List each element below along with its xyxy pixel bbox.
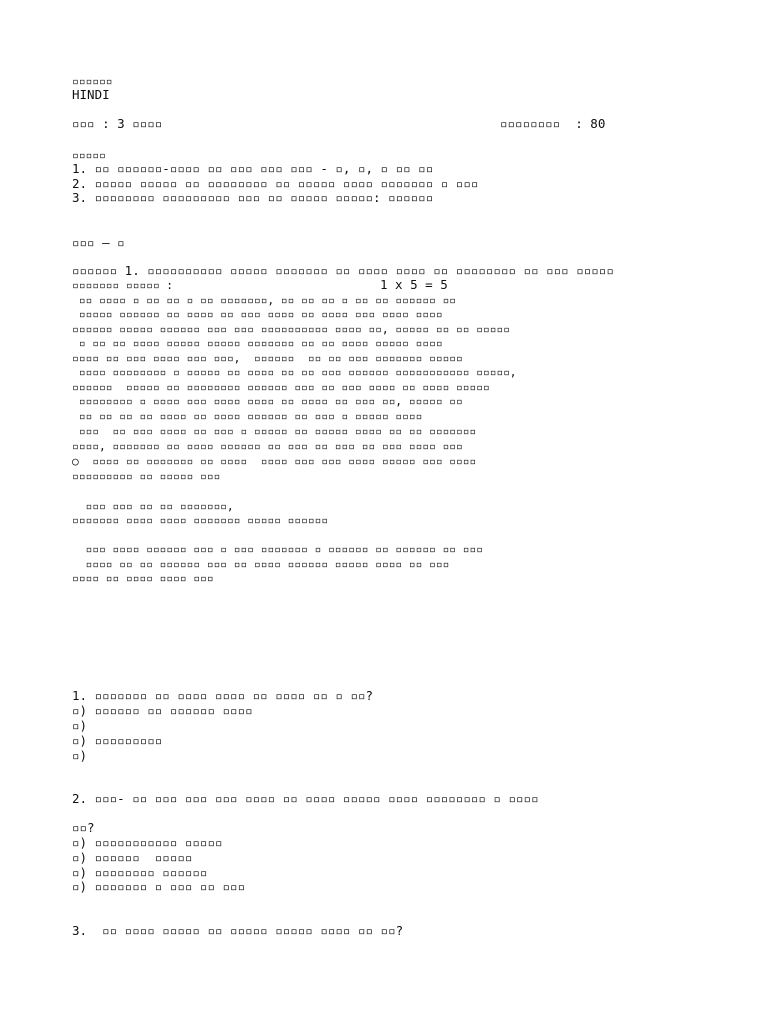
question-1-option: ▫)	[72, 718, 88, 733]
passage-line: ▫▫▫▫▫▫ ▫▫▫▫▫ ▫▫▫▫▫▫ ▫▫▫ ▫▫▫ ▫▫▫▫▫▫▫▫▫▫ ▫▫▫▫ ▫▫, ▫▫▫▫▫ ▫▫ ▫▫ ▫▫▫▫▫	[72, 323, 510, 336]
instruction-item: 2. ▫▫▫▫▫ ▫▫▫▫▫ ▫▫ ▫▫▫▫▫▫▫▫ ▫▫ ▫▫▫▫▫ ▫▫▫▫ ▫▫▫▫▫▫▫ ▫ ▫▫▫	[72, 176, 479, 191]
section-title: ▫▫▫ – ▫	[72, 235, 125, 250]
passage-line: ▫▫ ▫▫ ▫▫ ▫▫ ▫▫▫▫ ▫▫ ▫▫▫▫ ▫▫▫▫▫▫ ▫▫ ▫▫▫ ▫ ▫▫▫▫▫ ▫▫▫▫	[72, 410, 423, 423]
subject-heading: HINDI	[72, 87, 110, 102]
question-2-option: ▫) ▫▫▫▫▫▫ ▫▫▫▫▫	[72, 850, 193, 865]
passage-line: ▫▫ ▫▫▫▫ ▫ ▫▫ ▫▫ ▫ ▫▫ ▫▫▫▫▫▫▫, ▫▫ ▫▫ ▫▫ ▫ ▫▫ ▫▫ ▫▫▫▫▫▫ ▫▫	[72, 294, 456, 307]
passage-line: ▫▫▫ ▫▫ ▫▫▫ ▫▫▫▫ ▫▫ ▫▫▫ ▫ ▫▫▫▫▫ ▫▫ ▫▫▫▫▫ ▫▫▫▫ ▫▫ ▫▫ ▫▫▫▫▫▫▫	[72, 425, 477, 438]
question-1-option: ▫) ▫▫▫▫▫▫ ▫▫ ▫▫▫▫▫▫ ▫▫▫▫	[72, 703, 253, 718]
passage-line: ○ ▫▫▫▫ ▫▫ ▫▫▫▫▫▫▫ ▫▫ ▫▫▫▫ ▫▫▫▫ ▫▫▫ ▫▫▫ ▫▫▫▫ ▫▫▫▫▫ ▫▫▫ ▫▫▫▫	[72, 455, 477, 468]
instruction-item: 3. ▫▫▫▫▫▫▫▫ ▫▫▫▫▫▫▫▫▫ ▫▫▫ ▫▫ ▫▫▫▫▫ ▫▫▫▫▫: ▫▫▫▫▫▫	[72, 190, 434, 205]
max-marks-label: ▫▫▫▫▫▫▫▫ : 80	[500, 116, 606, 131]
passage-line: ▫ ▫▫ ▫▫ ▫▫▫▫ ▫▫▫▫▫ ▫▫▫▫▫ ▫▫▫▫▫▫▫ ▫▫ ▫▫ ▫▫▫▫ ▫▫▫▫▫ ▫▫▫▫	[72, 337, 443, 350]
question-1-instruction: ▫▫▫▫▫▫ 1. ▫▫▫▫▫▫▫▫▫▫ ▫▫▫▫▫ ▫▫▫▫▫▫▫ ▫▫ ▫▫▫▫ ▫▫▫▫ ▫▫ ▫▫▫▫▫▫▫▫ ▫▫ ▫▫▫ ▫▫▫▫▫	[72, 263, 614, 278]
poem-line: ▫▫▫ ▫▫▫ ▫▫ ▫▫ ▫▫▫▫▫▫▫,	[72, 500, 234, 513]
passage-line: ▫▫▫ ▫▫▫▫ ▫▫▫▫▫▫ ▫▫▫ ▫ ▫▫▫ ▫▫▫▫▫▫▫ ▫ ▫▫▫▫▫▫ ▫▫ ▫▫▫▫▫▫ ▫▫ ▫▫▫	[72, 543, 483, 556]
question-2-stem-cont: ▫▫?	[72, 820, 95, 835]
subject-native-heading: ▫▫▫▫▫▫	[72, 75, 113, 88]
question-2-option: ▫) ▫▫▫▫▫▫▫▫ ▫▫▫▫▫▫	[72, 865, 208, 880]
question-1-stem: 1. ▫▫▫▫▫▫▫ ▫▫ ▫▫▫▫ ▫▫▫▫ ▫▫ ▫▫▫▫ ▫▫ ▫ ▫▫?	[72, 688, 374, 703]
question-1-option: ▫)	[72, 748, 88, 763]
instructions-heading: ▫▫▫▫▫	[72, 149, 106, 162]
passage-line: ▫▫▫▫▫ ▫▫▫▫▫▫ ▫▫ ▫▫▫▫ ▫▫ ▫▫▫ ▫▫▫▫ ▫▫ ▫▫▫▫ ▫▫▫ ▫▫▫▫ ▫▫▫▫	[72, 308, 443, 321]
question-2-option: ▫) ▫▫▫▫▫▫▫ ▫ ▫▫▫ ▫▫ ▫▫▫	[72, 879, 246, 894]
passage-line: ▫▫▫▫ ▫▫ ▫▫▫ ▫▫▫▫ ▫▫▫ ▫▫▫, ▫▫▫▫▫▫ ▫▫ ▫▫ ▫▫▫ ▫▫▫▫▫▫▫ ▫▫▫▫▫	[72, 352, 463, 365]
question-1-marks: 1 x 5 = 5	[380, 277, 448, 292]
question-1-option: ▫) ▫▫▫▫▫▫▫▫▫	[72, 733, 163, 748]
passage-line: ▫▫▫▫▫▫▫▫▫ ▫▫ ▫▫▫▫▫ ▫▫▫	[72, 470, 221, 483]
question-2-stem: 2. ▫▫▫- ▫▫ ▫▫▫ ▫▫▫ ▫▫▫ ▫▫▫▫ ▫▫ ▫▫▫▫ ▫▫▫▫▫ ▫▫▫▫ ▫▫▫▫▫▫▫▫ ▫ ▫▫▫▫	[72, 791, 539, 806]
time-label: ▫▫▫ : 3 ▫▫▫▫	[72, 116, 163, 131]
passage-line: ▫▫▫▫ ▫▫ ▫▫▫▫ ▫▫▫▫ ▫▫▫	[72, 572, 214, 585]
question-2-option: ▫) ▫▫▫▫▫▫▫▫▫▫▫ ▫▫▫▫▫	[72, 835, 223, 850]
passage-line: ▫▫▫▫▫▫ ▫▫▫▫▫ ▫▫ ▫▫▫▫▫▫▫▫ ▫▫▫▫▫▫ ▫▫▫ ▫▫ ▫▫▫ ▫▫▫▫ ▫▫ ▫▫▫▫ ▫▫▫▫▫	[72, 381, 490, 394]
poem-line: ▫▫▫▫▫▫▫ ▫▫▫▫ ▫▫▫▫ ▫▫▫▫▫▫▫ ▫▫▫▫▫ ▫▫▫▫▫▫	[72, 514, 328, 527]
passage-line: ▫▫▫▫ ▫▫ ▫▫ ▫▫▫▫▫▫ ▫▫▫ ▫▫ ▫▫▫▫ ▫▫▫▫▫▫ ▫▫▫▫▫ ▫▫▫▫ ▫▫ ▫▫▫	[72, 558, 450, 571]
question-3-stem: 3. ▫▫ ▫▫▫▫ ▫▫▫▫▫ ▫▫ ▫▫▫▫▫ ▫▫▫▫▫ ▫▫▫▫ ▫▫ ▫▫?	[72, 923, 404, 938]
question-1-instruction-cont: ▫▫▫▫▫▫▫ ▫▫▫▫▫ :	[72, 279, 174, 292]
passage-line: ▫▫▫▫ ▫▫▫▫▫▫▫▫ ▫ ▫▫▫▫▫ ▫▫ ▫▫▫▫ ▫▫ ▫▫ ▫▫▫ ▫▫▫▫▫▫ ▫▫▫▫▫▫▫▫▫▫▫ ▫▫▫▫▫,	[72, 366, 517, 379]
passage-line: ▫▫▫▫▫▫▫▫ ▫ ▫▫▫▫ ▫▫▫ ▫▫▫▫ ▫▫▫▫ ▫▫ ▫▫▫▫ ▫▫ ▫▫▫ ▫▫, ▫▫▫▫▫ ▫▫	[72, 395, 463, 408]
instruction-item: 1. ▫▫ ▫▫▫▫▫▫-▫▫▫▫ ▫▫ ▫▫▫ ▫▫▫ ▫▫▫ - ▫, ▫, ▫ ▫▫ ▫▫	[72, 161, 434, 176]
passage-line: ▫▫▫▫, ▫▫▫▫▫▫▫ ▫▫ ▫▫▫▫ ▫▫▫▫▫▫ ▫▫ ▫▫▫ ▫▫ ▫▫▫ ▫▫ ▫▫▫ ▫▫▫▫ ▫▫▫	[72, 440, 463, 453]
